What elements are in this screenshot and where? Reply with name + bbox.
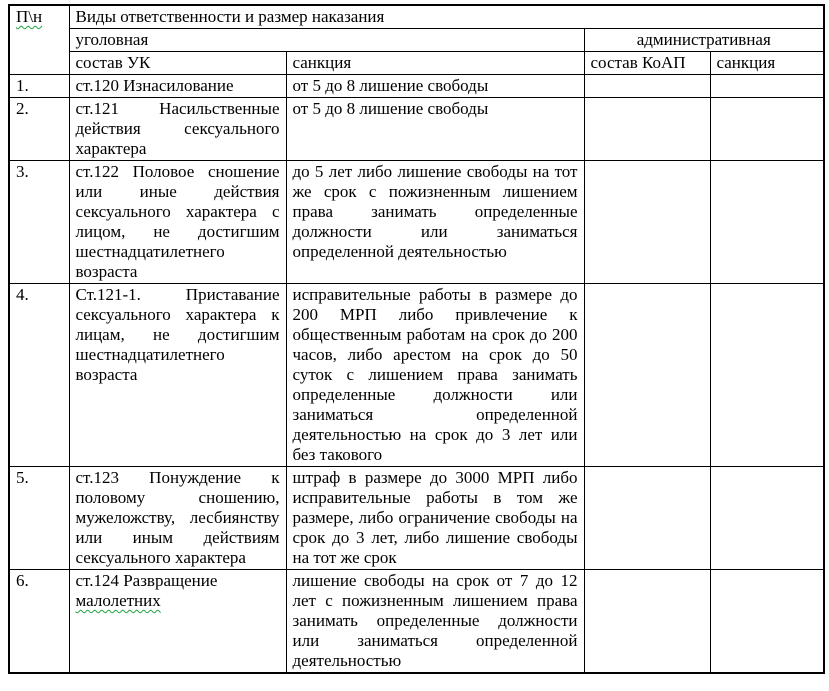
cell-koap-offense xyxy=(584,98,710,161)
cell-row-number: 3. xyxy=(9,161,69,284)
header-num-label: П\н xyxy=(16,7,43,26)
cell-koap-offense xyxy=(584,467,710,570)
cell-koap-sanction xyxy=(710,161,824,284)
header-cell-criminal-group: уголовная xyxy=(69,29,584,52)
header-cell-title: Виды ответственности и размер наказания xyxy=(69,5,824,29)
header-row-title xyxy=(9,5,824,29)
table-row xyxy=(9,98,824,161)
cell-koap-sanction xyxy=(710,570,824,674)
table-row xyxy=(9,467,824,570)
header-row-groups xyxy=(9,29,824,52)
table-row xyxy=(9,75,824,98)
cell-uk-offense: ст.123 Понуждение к половому сношению, мужеложству, лесбиянству или иным действиям сексуального характера xyxy=(69,467,286,570)
cell-koap-offense xyxy=(584,570,710,674)
cell-uk-sanction: исправительные работы в размере до 200 МРП либо привлечение к общественным работам на срок до 200 часов, либо арестом на срок до 50 суток с лишением права занимать определенные должности или заниматься определенной деятельностью на срок до 3 лет или без такового xyxy=(286,284,584,467)
cell-koap-sanction xyxy=(710,467,824,570)
cell-row-number: 2. xyxy=(9,98,69,161)
uk-offense-text: ст.124 Развращение xyxy=(75,571,218,590)
cell-uk-offense: Ст.121-1. Приставание сексуального характера к лицам, не достигшим шестнадцатилетнего возраста xyxy=(69,284,286,467)
table-row xyxy=(9,570,824,674)
cell-koap-sanction xyxy=(710,75,824,98)
cell-uk-offense: ст.121 Насильственные действия сексуального характера xyxy=(69,98,286,161)
header-cell-koap-sanction: санкция xyxy=(710,52,824,75)
cell-uk-offense: ст.120 Изнасилование xyxy=(69,75,286,98)
cell-uk-sanction: лишение свободы на срок от 7 до 12 лет с пожизненным лишением права занимать определенные должности или заниматься определенной деятельностью xyxy=(286,570,584,674)
header-cell-koap: состав КоАП xyxy=(584,52,710,75)
cell-row-number: 5. xyxy=(9,467,69,570)
cell-row-number: 1. xyxy=(9,75,69,98)
cell-uk-sanction: от 5 до 8 лишение свободы xyxy=(286,98,584,161)
header-cell-administrative-group: административная xyxy=(584,29,824,52)
header-cell-num xyxy=(9,5,69,75)
cell-row-number: 6. xyxy=(9,570,69,674)
table-row xyxy=(9,284,824,467)
table-row xyxy=(9,161,824,284)
cell-koap-offense xyxy=(584,284,710,467)
cell-uk-sanction: до 5 лет либо лишение свободы на тот же срок с пожизненным лишением права занимать определенные должности или заниматься определенной деятельностью xyxy=(286,161,584,284)
cell-koap-sanction xyxy=(710,284,824,467)
cell-koap-offense xyxy=(584,75,710,98)
cell-uk-sanction: от 5 до 8 лишение свободы xyxy=(286,75,584,98)
cell-uk-sanction: штраф в размере до 3000 МРП либо исправительные работы в том же размере, либо ограничение свободы на срок до 3 лет, либо лишение свободы на тот же срок xyxy=(286,467,584,570)
responsibility-table xyxy=(8,4,825,674)
cell-uk-offense xyxy=(69,570,286,674)
cell-koap-offense xyxy=(584,161,710,284)
header-row-columns xyxy=(9,52,824,75)
cell-row-number: 4. xyxy=(9,284,69,467)
header-cell-uk-sanction: санкция xyxy=(286,52,584,75)
cell-koap-sanction xyxy=(710,98,824,161)
cell-uk-offense: ст.122 Половое сношение или иные действия сексуального характера с лицом, не достигшим шестнадцатилетнего возраста xyxy=(69,161,286,284)
header-cell-uk: состав УК xyxy=(69,52,286,75)
spellcheck-word: малолетних xyxy=(75,591,161,610)
